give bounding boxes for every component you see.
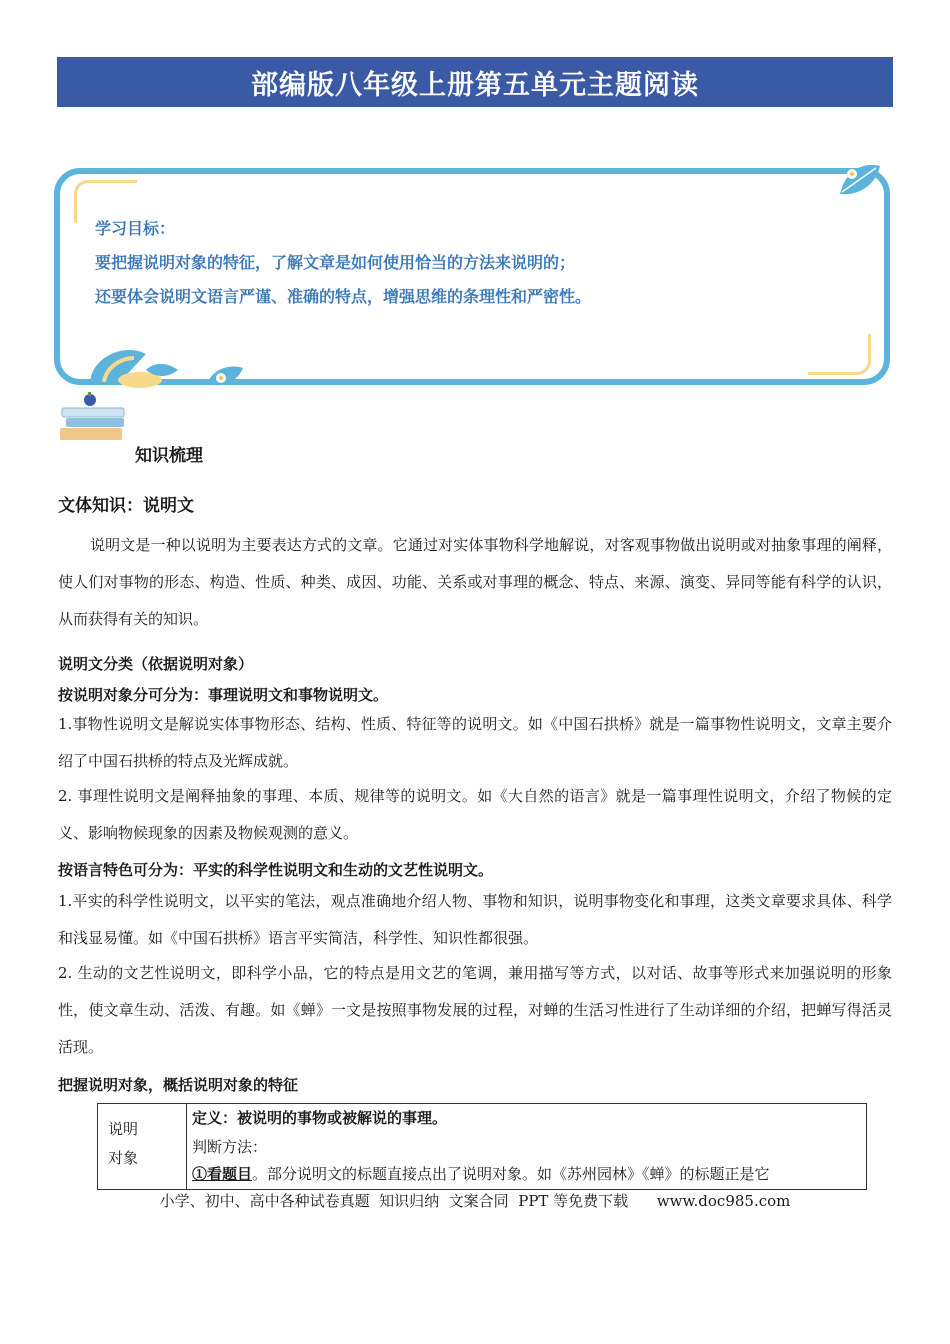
grasp-title: 把握说明对象，概括说明对象的特征 (58, 1076, 299, 1094)
corner-decoration (808, 334, 871, 375)
table-label: 对象 (108, 1149, 139, 1167)
learning-goals (95, 212, 875, 314)
leaf-icon (836, 160, 884, 200)
classification-title: 说明文分类（依据说明对象） (58, 655, 254, 673)
books-icon (58, 390, 128, 446)
method-key: ①看题目 (192, 1165, 253, 1183)
object-table (97, 1103, 867, 1190)
genre-title: 文体知识：说明文 (58, 496, 194, 516)
footer: 小学、初中、高中各种试卷真题 知识归纳 文案合同 PPT 等免费下载 www.doc985.com (159, 1192, 791, 1210)
page-title: 部编版八年级上册第五单元主题阅读 (251, 69, 699, 101)
section-label: 知识梳理 (135, 446, 203, 466)
classification-by-object: 按说明对象分可分为：事理说明文和事物说明文。 (58, 686, 389, 704)
table-label-cell (98, 1104, 187, 1189)
classification-item: 2. 事理性说明文是阐释抽象的事理、本质、规律等的说明文。如《大自然的语言》就是一篇事理性说明文，介绍了物候的定义、影响物候现象的因素及物候观测的意义。 (58, 787, 892, 842)
goal-line: 要把握说明对象的特征，了解文章是如何使用恰当的方法来说明的； (95, 253, 576, 272)
classification-item: 1.平实的科学性说明文，以平实的笔法，观点准确地介绍人物、事物和知识，说明事物变化和事理，这类文章要求具体、科学和浅显易懂。如《中国石拱桥》语言平实简洁，科学性、知识性都很强。 (58, 892, 892, 947)
classification-item: 1.事物性说明文是解说实体事物形态、结构、性质、特征等的说明文。如《中国石拱桥》就是一篇事物性说明文，文章主要介绍了中国石拱桥的特点及光辉成就。 (58, 715, 892, 770)
table-method-label: 判断方法： (192, 1138, 268, 1156)
method-text: 。部分说明文的标题直接点出了说明对象。如《苏州园林》《蝉》的标题正是它 (252, 1165, 770, 1183)
table-method (192, 1163, 770, 1184)
intro-paragraph: 说明文是一种以说明为主要表达方式的文章。它通过对实体事物科学地解说，对客观事物做出说明或对抽象事理的阐释，使人们对事物的形态、构造、性质、种类、成因、功能、关系或对事理的概念、特点、来源、演变、异同等能有科学的认识，从而获得有关的知识。 (58, 536, 892, 628)
goal-line: 还要体会说明文语言严谨、准确的特点，增强思维的条理性和严密性。 (95, 287, 592, 306)
classification-by-language: 按语言特色可分为：平实的科学性说明文和生动的文艺性说明文。 (58, 861, 494, 879)
title-banner (57, 57, 893, 107)
table-definition: 定义：被说明的事物或被解说的事理。 (192, 1109, 448, 1127)
classification-item: 2. 生动的文艺性说明文，即科学小品，它的特点是用文艺的笔调，兼用描写等方式，以对话、故事等形式来加强说明的形象性，使文章生动、活泼、有趣。如《蝉》一文是按照事物发展的过程，对蝉的生活习性进行了生动详细的介绍，把蝉写得活灵活现。 (58, 964, 892, 1056)
table-label: 说明 (108, 1120, 139, 1138)
goals-heading: 学习目标： (95, 219, 176, 238)
leaf-icon (205, 362, 245, 388)
umbrella-icon (84, 340, 184, 390)
